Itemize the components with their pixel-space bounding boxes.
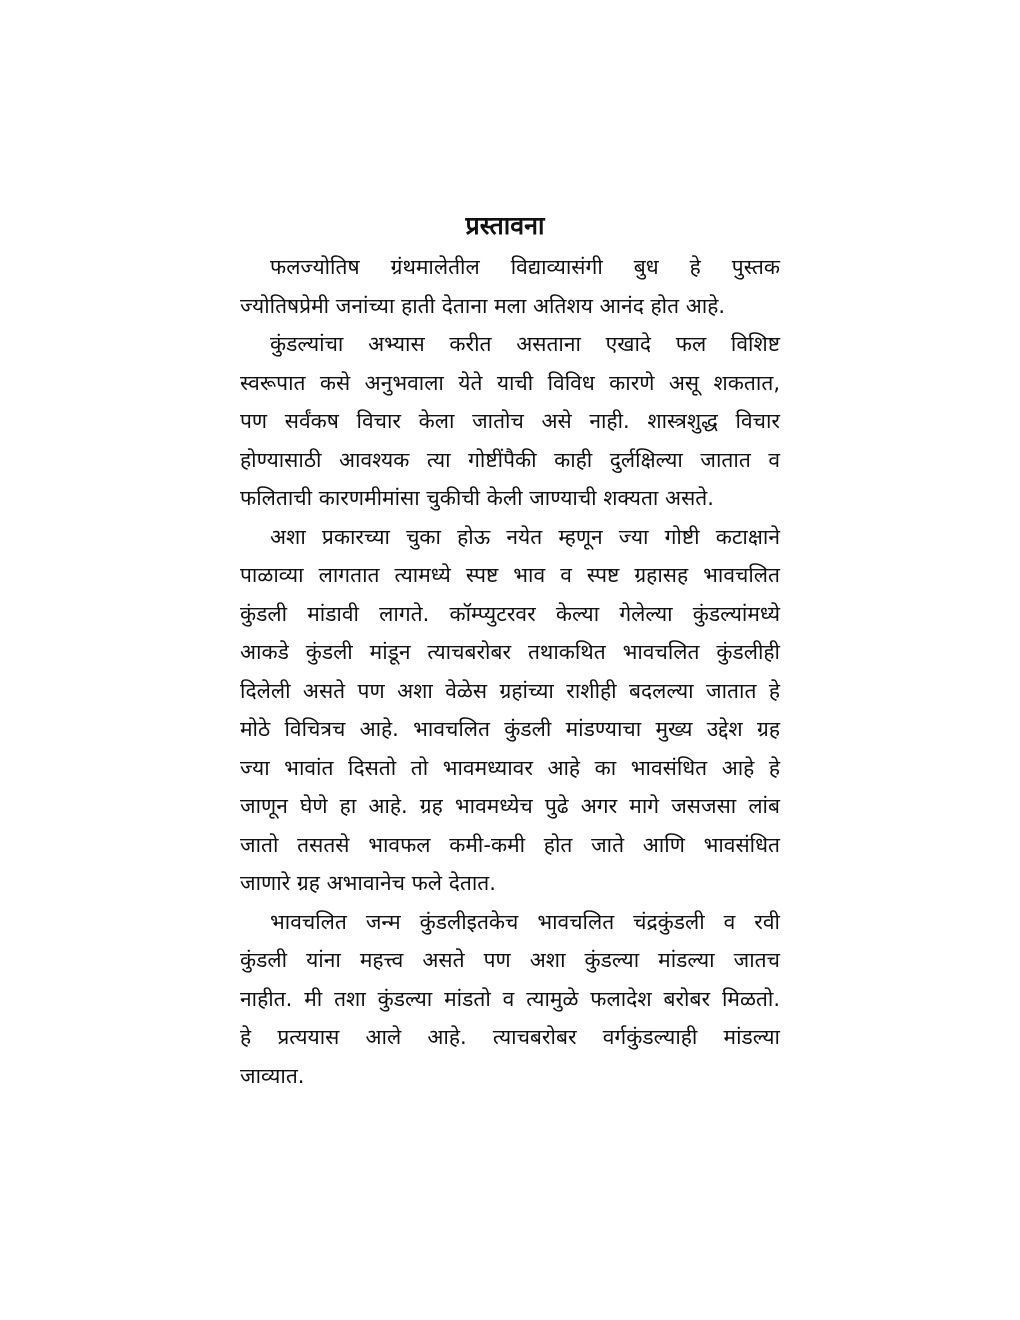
text-line: आकडे कुंडली मांडून त्याचबरोबर तथाकथित भावचलित कुंडलीही [240, 640, 780, 664]
text-line: कुंडली मांडावी लागते. कॉम्प्युटरवर केल्या गेलेल्या कुंडल्यांमध्ये [240, 601, 780, 626]
page-title: प्रस्तावना [465, 211, 545, 240]
paragraph [240, 518, 780, 903]
text-line: पाळाव्या लागतात त्यामध्ये स्पष्ट भाव व स्पष्ट ग्रहासह भावचलित [240, 563, 780, 587]
text-line: अशा प्रकारच्या चुका होऊ नयेत म्हणून ज्या गोष्टी कटाक्षाने [270, 524, 780, 549]
text-line: जाव्यात. [240, 1063, 305, 1088]
document-page [240, 208, 780, 1095]
text-line: फलिताची कारणमीमांसा चुकीची केली जाण्याची शक्यता असते. [240, 486, 714, 510]
text-line: ज्योतिषप्रेमी जनांच्या हाती देताना मला अतिशय आनंद होत आहे. [240, 293, 726, 318]
text-line: ज्या भावांत दिसतो तो भावमध्यावर आहे का भावसंधित आहे हे [240, 755, 780, 780]
text-line: स्वरूपात कसे अनुभवाला येते याची विविध कारणे असू शकतात, [240, 370, 780, 395]
text-line: होण्यासाठी आवश्यक त्या गोष्टींपैकी काही दुर्लक्षिल्या जातात व [240, 447, 780, 472]
text-line: फलज्योतिष ग्रंथमालेतील विद्याव्यासंगी बुध हे पुस्तक [270, 255, 780, 279]
text-line: पण सर्वंकष विचार केला जातोच असे नाही. शास्त्रशुद्ध विचार [240, 409, 780, 433]
text-line: कुंडल्यांचा अभ्यास करीत असताना एखादे फल विशिष्ट [270, 332, 780, 356]
text-line: हे प्रत्ययास आले आहे. त्याचबरोबर वर्गकुंडल्याही मांडल्या [240, 1025, 780, 1049]
paragraph [240, 903, 780, 1096]
text-line: कुंडली यांना महत्त्व असते पण अशा कुंडल्या मांडल्या जातच [240, 948, 780, 972]
document-body [240, 248, 780, 1095]
text-line: जातो तसतसे भावफल कमी-कमी होत जाते आणि भावसंधित [240, 832, 780, 857]
text-line: जाणारे ग्रह अभावानेच फले देतात. [240, 871, 496, 895]
text-line: नाहीत. मी तशा कुंडल्या मांडतो व त्यामुळे फलादेश बरोबर मिळतो. [240, 986, 780, 1011]
paragraph [240, 325, 780, 518]
paragraph [240, 248, 780, 325]
text-line: जाणून घेणे हा आहे. ग्रह भावमध्येच पुढे अगर मागे जसजसा लांब [240, 794, 780, 818]
text-line: दिलेली असते पण अशा वेळेस ग्रहांच्या राशीही बदलल्या जातात हे [240, 678, 780, 703]
text-line: भावचलित जन्म कुंडलीइतकेच भावचलित चंद्रकुंडली व रवी [270, 909, 780, 934]
text-line: मोठे विचित्रच आहे. भावचलित कुंडली मांडण्याचा मुख्य उद्देश ग्रह [240, 717, 780, 741]
